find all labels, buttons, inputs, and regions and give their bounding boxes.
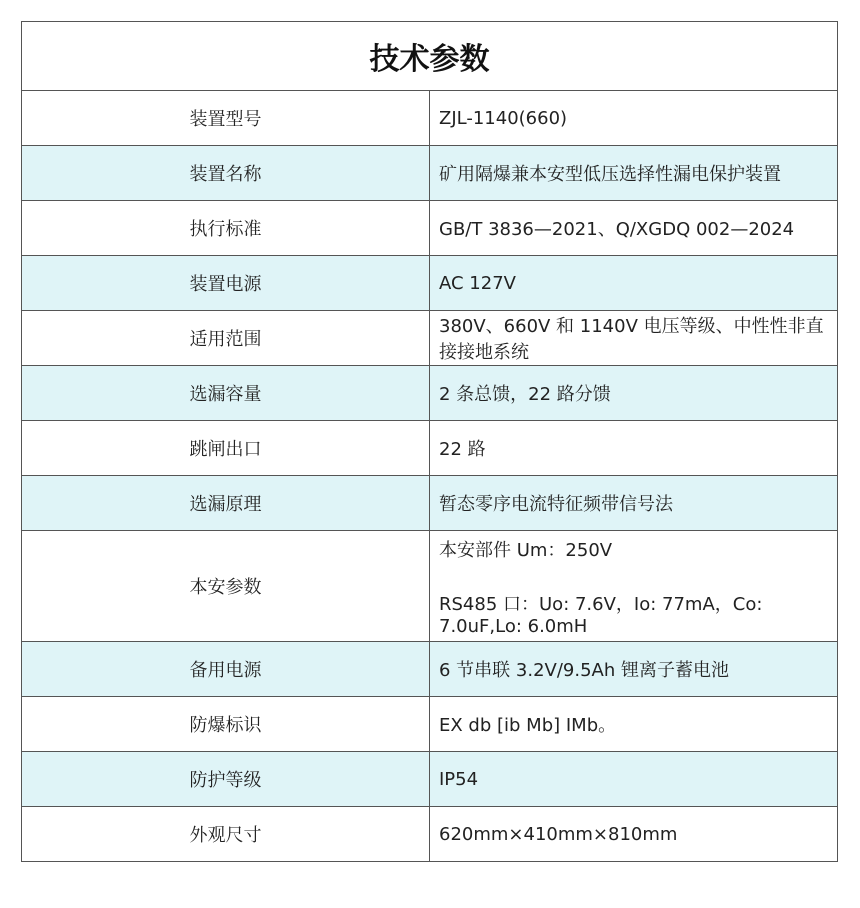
table-row (22, 256, 838, 311)
row-label: 防爆标识 (22, 697, 430, 752)
spec-table (21, 21, 838, 862)
row-value: GB/T 3836—2021、Q/XGDQ 002—2024 (430, 201, 838, 256)
title-row (22, 22, 838, 91)
row-value-line: RS485 口：Uo: 7.6V，Io: 77mA，Co: 7.0uF,Lo: 6.0mH (439, 593, 763, 637)
row-value: ZJL-1140(660) (430, 91, 838, 146)
row-value-line: 本安部件 Um：250V (439, 539, 613, 561)
table-row (22, 697, 838, 752)
row-label: 装置名称 (22, 146, 430, 201)
table-row (22, 531, 838, 642)
row-value-multiline (430, 531, 838, 642)
table-row (22, 421, 838, 476)
table-row (22, 807, 838, 862)
row-label: 选漏容量 (22, 366, 430, 421)
table-row (22, 311, 838, 366)
row-label: 本安参数 (22, 531, 430, 642)
table-row (22, 752, 838, 807)
row-label: 选漏原理 (22, 476, 430, 531)
row-label: 执行标准 (22, 201, 430, 256)
row-value: IP54 (430, 752, 838, 807)
row-value: 矿用隔爆兼本安型低压选择性漏电保护装置 (430, 146, 838, 201)
row-label: 防护等级 (22, 752, 430, 807)
row-label: 装置型号 (22, 91, 430, 146)
row-label: 适用范围 (22, 311, 430, 366)
table-row (22, 91, 838, 146)
row-value: 6 节串联 3.2V/9.5Ah 锂离子蓄电池 (430, 642, 838, 697)
row-label: 备用电源 (22, 642, 430, 697)
row-value: 620mm×410mm×810mm (430, 807, 838, 862)
row-label: 装置电源 (22, 256, 430, 311)
row-value: 2 条总馈，22 路分馈 (430, 366, 838, 421)
table-row (22, 476, 838, 531)
table-row (22, 201, 838, 256)
row-label: 外观尺寸 (22, 807, 430, 862)
table-title: 技术参数 (22, 22, 838, 91)
table-row (22, 146, 838, 201)
row-value: 暂态零序电流特征频带信号法 (430, 476, 838, 531)
row-value: 380V、660V 和 1140V 电压等级、中性性非直接接地系统 (430, 311, 838, 366)
row-label: 跳闸出口 (22, 421, 430, 476)
row-value: EX db [ib Mb] IMb。 (430, 697, 838, 752)
table-row (22, 366, 838, 421)
table-row (22, 642, 838, 697)
row-value: AC 127V (430, 256, 838, 311)
row-value: 22 路 (430, 421, 838, 476)
